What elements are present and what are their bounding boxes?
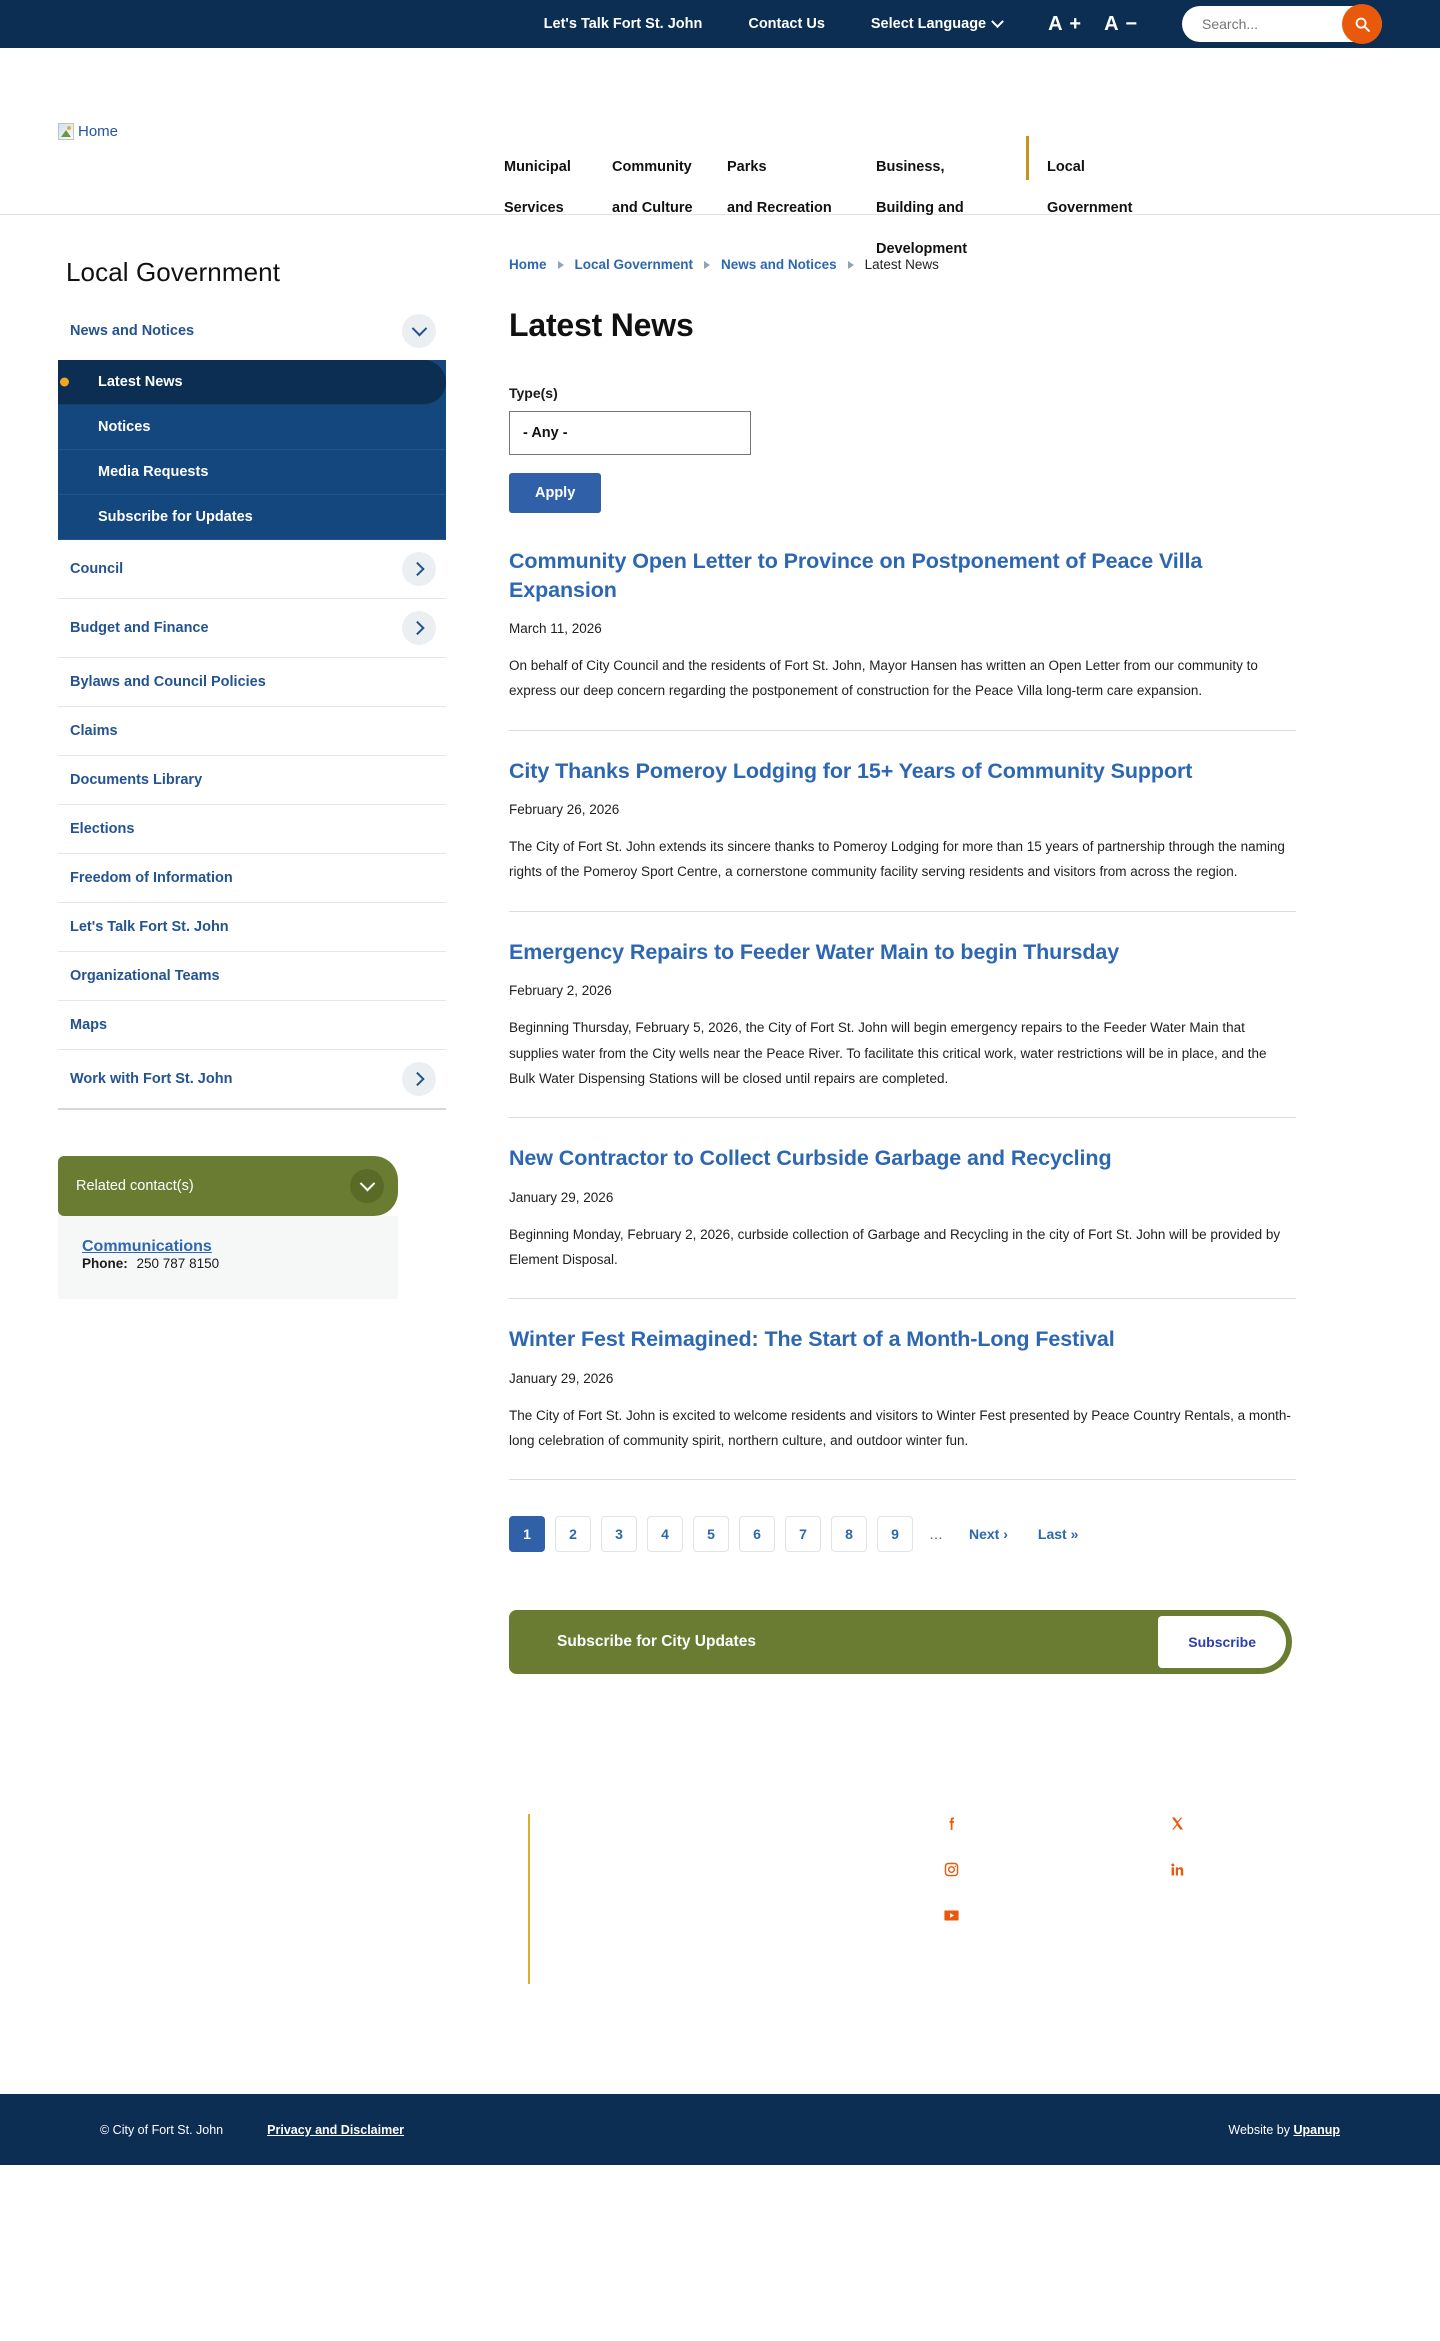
social-links [940,1800,1392,1938]
nav-item-parks-recreation-cell [727,136,876,218]
main-header [0,48,1440,257]
news-date: January 29, 2026 [509,1370,614,1386]
main-content [446,215,1296,1674]
sidebar-item-work-with-fort-st-john[interactable] [58,1050,446,1110]
nav-item-municipal-services[interactable] [504,159,571,216]
contact-phone-row [82,1256,374,1271]
news-and-notices-collapse-toggle[interactable] [402,314,436,348]
contact-us-link[interactable]: Contact Us [748,16,825,32]
budget-and-finance-expand-toggle[interactable] [402,611,436,645]
upanup-link[interactable]: Upanup [1293,2122,1340,2137]
nav-item-municipal-services-cell [504,136,612,218]
related-contacts-card [58,1156,398,1299]
contact-phone-label: Phone: [82,1256,128,1271]
x-twitter-icon[interactable] [1166,1812,1188,1834]
nav-item-business-building-and-development[interactable] [876,159,967,257]
news-title-link[interactable]: City Thanks Pomeroy Lodging for 15+ Years of Community Support [509,758,1193,783]
nav-label-line1: Community [612,158,692,175]
sidebar-item-label: Bylaws and Council Policies [70,674,266,690]
footer-accent-divider [528,1814,530,1984]
subscribe-cta-text: Subscribe for City Updates [557,1633,756,1651]
news-date: February 2, 2026 [509,983,612,999]
language-selector-label: Select Language [870,16,987,32]
sidebar-item-news-and-notices[interactable] [58,302,446,360]
nav-label-line2: and Culture [612,199,693,216]
news-list [509,547,1296,1480]
sidebar-item-label: Work with Fort St. John [70,1071,233,1087]
news-date: January 29, 2026 [509,1189,614,1205]
sidebar-item-latest-news[interactable]: Latest News [58,360,446,405]
news-and-notices-submenu [58,360,446,540]
sidebar-item-media-requests[interactable]: Media Requests [58,450,446,495]
nav-label-line1: Parks [727,158,767,175]
news-list-item [509,757,1296,912]
sidebar-item-budget-and-finance[interactable] [58,599,446,658]
sidebar-item-council[interactable] [58,540,446,599]
type-filter-label: Type(s) [509,385,558,401]
news-title-link[interactable]: Winter Fest Reimagined: The Start of a Month-Long Festival [509,1327,1115,1352]
pagination [509,1516,1296,1552]
nav-label-line2: Government [1047,199,1133,216]
sidebar-item-label: Organizational Teams [70,968,220,984]
nav-item-parks-and-recreation[interactable] [727,159,832,216]
nav-label-line1: Business, [876,158,945,175]
footer-credit [1228,2123,1340,2137]
linkedin-icon[interactable] [1166,1858,1188,1880]
breadcrumb-item-home[interactable]: Home [509,257,547,272]
subscribe-cta-banner [509,1610,1292,1674]
page-body [0,215,1440,1674]
section-sidebar [58,215,446,1299]
nav-label-line2: and Recreation [727,199,832,216]
sidebar-item-label: Freedom of Information [70,870,233,886]
decrease-font-button[interactable]: A − [1104,12,1138,35]
utility-bar [0,0,1440,48]
news-date: March 11, 2026 [509,621,602,637]
subscribe-button[interactable]: Subscribe [1158,1616,1286,1668]
nav-label-line2: Services [504,199,564,216]
footer-left-group [100,2123,404,2137]
news-list-item [509,1325,1296,1480]
contact-name-link[interactable]: Communications [82,1238,212,1255]
site-logo-alt-text: Home [78,122,119,140]
news-list-item [509,547,1296,731]
language-selector[interactable] [871,16,1002,32]
broken-image-icon [58,123,74,140]
nav-item-community-culture-cell [612,136,727,218]
search-box [1182,6,1382,42]
pagination-page-5[interactable]: 5 [693,1516,729,1552]
council-expand-toggle[interactable] [402,552,436,586]
footer-copyright: © City of Fort St. John [100,2122,224,2137]
breadcrumb-item-news-and-notices[interactable]: News and Notices [721,257,837,272]
news-summary: Beginning Thursday, February 5, 2026, the City of Fort St. John will begin emergency repairs to the Feeder Water Main that supplies water from the City wells near the Peace River. To facilitate this critical work, water restrictions will be in place, and the Bulk Water Dispensing Stations will be closed until repairs are completed. [509,1020,1267,1086]
sidebar-item-label: Let's Talk Fort St. John [70,919,229,935]
pagination-page-4[interactable]: 4 [647,1516,683,1552]
search-icon [1354,16,1371,33]
sidebar-item-label: Maps [70,1017,108,1033]
related-contacts-collapse-toggle[interactable] [350,1169,384,1203]
related-contacts-header[interactable] [58,1156,398,1216]
site-logo-home-link[interactable] [58,123,118,140]
sidebar-item-claims[interactable] [58,707,446,756]
primary-navigation [504,136,1132,259]
breadcrumb-item-latest-news: Latest News [864,257,939,272]
breadcrumb-item-local-government[interactable]: Local Government [574,257,694,272]
type-filter-selected-value: - Any - [523,425,568,441]
filter-form [509,385,1296,513]
chevron-right-icon [411,621,425,635]
sidebar-item-notices[interactable]: Notices [58,405,446,450]
sidebar-item-label: Claims [70,723,118,739]
pagination-page-2[interactable]: 2 [555,1516,591,1552]
pagination-ellipsis: … [929,1526,943,1543]
news-list-item [509,1144,1296,1299]
nav-item-community-and-culture[interactable] [612,159,693,216]
sidebar-item-freedom-of-information[interactable] [58,854,446,903]
sidebar-item-lets-talk-fort-st-john[interactable] [58,903,446,952]
search-input[interactable] [1182,16,1332,32]
pagination-page-1[interactable]: 1 [509,1516,545,1552]
nav-item-local-government-cell [1047,136,1132,218]
sidebar-item-documents-library[interactable] [58,756,446,805]
news-list-item [509,938,1296,1118]
nav-item-local-government[interactable] [1047,159,1132,216]
chevron-down-icon [411,320,427,336]
related-contacts-body [58,1216,398,1299]
news-summary: The City of Fort St. John is excited to welcome residents and visitors to Winter Fest presented by Peace Country Rentals, a month-long celebration of community spirit, northern culture, and outdoor winter fun. [509,1407,1291,1448]
breadcrumb-separator-icon [558,261,564,269]
pagination-page-8[interactable]: 8 [831,1516,867,1552]
type-filter-select[interactable] [509,411,751,455]
facebook-icon[interactable] [940,1812,962,1834]
news-summary: Beginning Monday, February 2, 2026, curbside collection of Garbage and Recycling in the city of Fort St. John will be provided by Element Disposal. [509,1226,1281,1267]
pagination-last-link[interactable]: Last » [1037,1526,1079,1543]
news-date: February 26, 2026 [509,802,620,818]
related-contacts-heading: Related contact(s) [76,1178,194,1194]
pagination-page-7[interactable]: 7 [785,1516,821,1552]
page-title: Latest News [509,307,694,343]
chevron-right-icon [411,1072,425,1086]
footer-credit-prefix: Website by [1228,2122,1294,2137]
chevron-right-icon [411,562,425,576]
instagram-icon[interactable] [940,1858,962,1880]
apply-filter-button[interactable]: Apply [509,473,601,513]
sidebar-item-organizational-teams[interactable] [58,952,446,1001]
sidebar-item-subscribe-for-updates[interactable]: Subscribe for Updates [58,495,446,540]
increase-font-button[interactable]: A + [1048,12,1083,35]
pagination-next-link[interactable]: Next › [969,1526,1008,1543]
sidebar-title: Local Government [66,257,281,287]
nav-item-business-building-development-cell [876,136,1026,259]
sidebar-item-maps[interactable] [58,1001,446,1050]
sidebar-item-elections[interactable] [58,805,446,854]
privacy-and-disclaimer-link[interactable]: Privacy and Disclaimer [267,2122,405,2137]
sidebar-item-label: Budget and Finance [70,620,209,636]
pagination-page-3[interactable]: 3 [601,1516,637,1552]
news-title-link[interactable]: Community Open Letter to Province on Postponement of Peace Villa Expansion [509,549,1203,602]
search-button[interactable] [1342,4,1382,44]
nav-label-line3: Development [876,240,968,257]
font-size-controls [1048,13,1138,36]
news-title-link[interactable]: Emergency Repairs to Feeder Water Main to begin Thursday [509,939,1120,964]
sidebar-item-label: News and Notices [70,323,195,339]
breadcrumb-separator-icon [848,261,854,269]
work-with-fsj-expand-toggle[interactable] [402,1062,436,1096]
contact-phone-value: 250 787 8150 [136,1256,220,1271]
nav-label-line1: Local [1047,158,1085,175]
sidebar-item-label: Council [70,561,124,577]
nav-label-line2: Building and [876,199,964,216]
nav-label-line1: Municipal [504,158,571,175]
news-title-link[interactable]: New Contractor to Collect Curbside Garbage and Recycling [509,1146,1112,1171]
breadcrumb-separator-icon [704,261,710,269]
pagination-page-9[interactable]: 9 [877,1516,913,1552]
sidebar-item-label: Elections [70,821,135,837]
footer-bottom-bar [0,2094,1440,2165]
news-summary: The City of Fort St. John extends its sincere thanks to Pomeroy Lodging for more than 15 years of partnership through the naming rights of the Pomeroy Sport Centre, a cornerstone community facility serving residents and visitors from across the region. [509,839,1285,880]
nav-active-divider [1026,136,1029,180]
pagination-page-6[interactable]: 6 [739,1516,775,1552]
footer-upper [0,1784,1440,2094]
news-summary: On behalf of City Council and the residents of Fort St. John, Mayor Hansen has written an Open Letter from our community to express our deep concern regarding the postponement of construction for the Peace Villa long-term care expansion. [509,658,1258,699]
lets-talk-link[interactable]: Let's Talk Fort St. John [543,16,703,32]
chevron-down-icon [991,15,1004,28]
chevron-down-icon [359,1175,375,1191]
sidebar-item-bylaws-and-council-policies[interactable] [58,658,446,707]
youtube-icon[interactable] [940,1904,962,1926]
sidebar-item-label: Documents Library [70,772,203,788]
